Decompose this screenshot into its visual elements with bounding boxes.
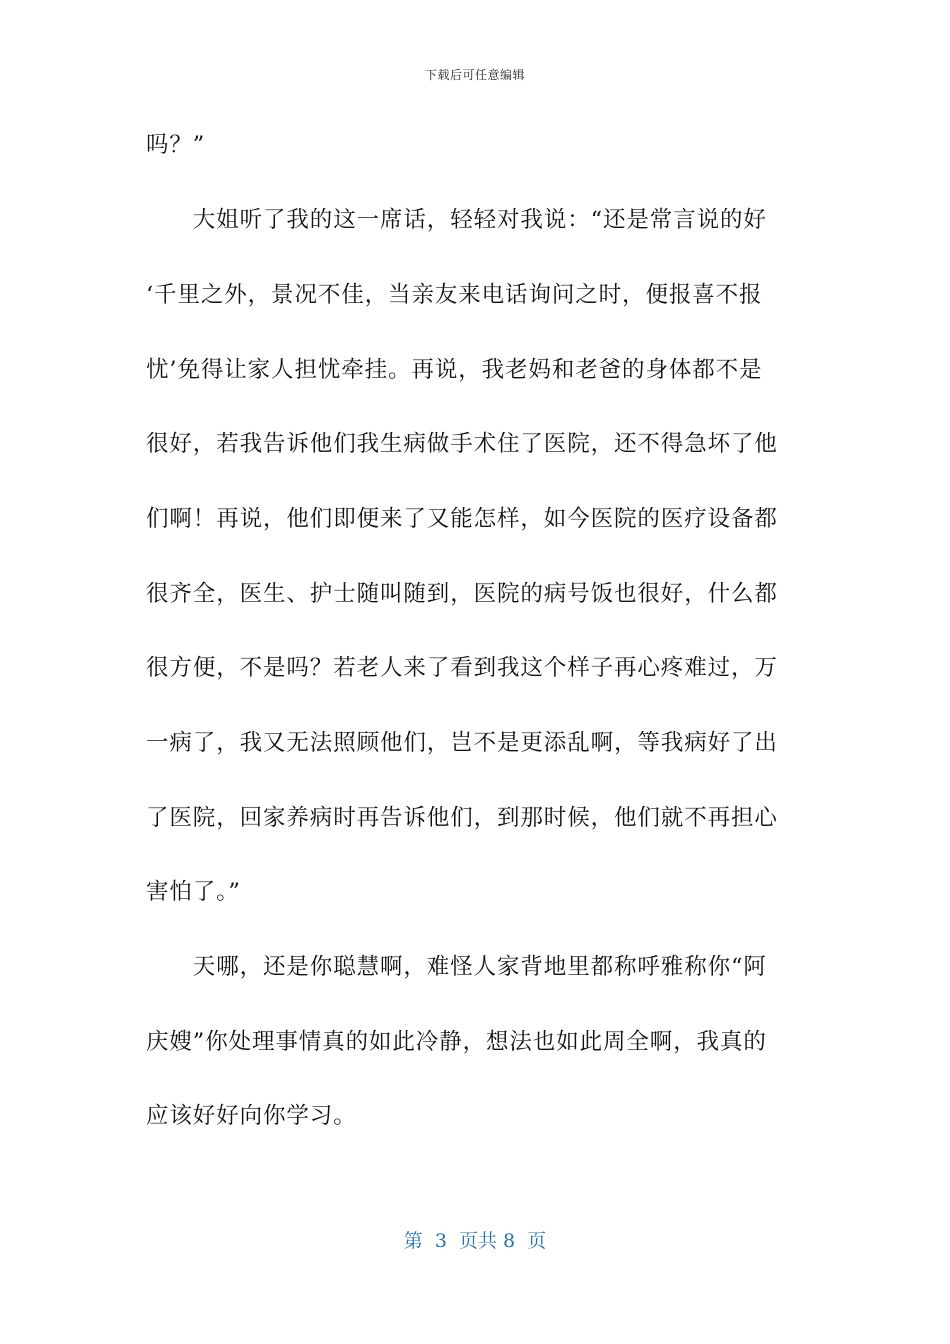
text-line: 大姐听了我的这一席话，轻轻对我说：“还是常言说的好 (146, 207, 767, 233)
text-line: 应该好好向你学习。 (146, 1103, 357, 1129)
text-line: ‘千里之外，景况不佳，当亲友来电话询问之时，便报喜不报 (146, 282, 763, 308)
page-number-footer: 第 3 页共 8 页 (403, 1230, 547, 1252)
text-line: 们啊！再说，他们即便来了又能怎样，如今医院的医疗设备都 (146, 506, 778, 532)
text-line: 很方便，不是吗？若老人来了看到我这个样子再心疼难过，万 (146, 655, 778, 681)
text-line: 害怕了。” (146, 879, 241, 905)
text-line: 一病了，我又无法照顾他们，岂不是更添乱啊，等我病好了出 (146, 730, 778, 756)
page-header: 下载后可任意编辑 (424, 68, 525, 82)
text-line: 忧’免得让家人担忧牵挂。再说，我老妈和老爸的身体都不是 (146, 357, 763, 383)
text-line: 很好，若我告诉他们我生病做手术住了医院，还不得急坏了他 (146, 431, 778, 457)
text-line: 吗？” (146, 132, 206, 158)
text-line: 天哪，还是你聪慧啊，难怪人家背地里都称呼雅称你“阿 (146, 954, 767, 980)
text-line: 庆嫂”你处理事情真的如此冷静，想法也如此周全啊，我真的 (146, 1029, 767, 1055)
text-line: 了医院，回家养病时再告诉他们，到那时候，他们就不再担心 (146, 805, 778, 831)
text-line: 很齐全，医生、护士随叫随到，医院的病号饭也很好，什么都 (146, 581, 778, 607)
